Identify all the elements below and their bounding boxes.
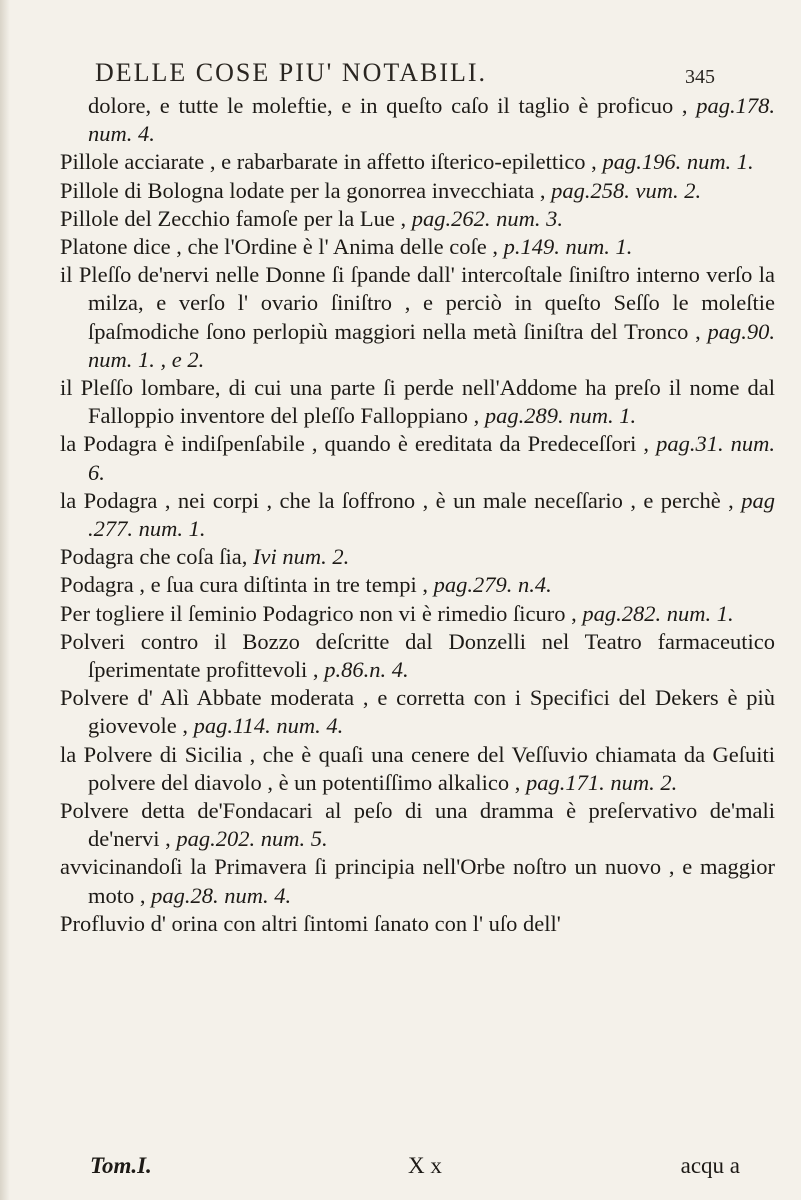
entry-text: il Pleſſo lombare, di cui una parte ſi perde nell'Addome ha preſo il nome dal Falloppio inventore del pleſſo Falloppiano , (60, 375, 775, 429)
page-footer (90, 1153, 740, 1187)
index-entry (88, 92, 775, 148)
entry-page-reference: pag.196. num. 1. (602, 149, 754, 175)
index-entry (60, 205, 775, 233)
index-entry (60, 910, 775, 938)
entry-text: la Podagra è indiſpenſabile , quando è ereditata da Predeceſſori , (60, 431, 650, 457)
entry-page-reference: pag.282. num. 1. (582, 600, 734, 626)
entry-text: Pillole del Zecchio famoſe per la Lue , (60, 205, 407, 231)
entry-text: Per togliere il ſeminio Podagrico non vi è rimedio ſicuro , (60, 600, 577, 626)
entry-page-reference: pag.31. num. 6. (88, 431, 776, 485)
entry-text: la Polvere di Sicilia , che è quaſi una cenere del Veſſuvio chiamata da Geſuiti polvere del diavolo , è un potentiſſimo alkalico , (60, 741, 775, 795)
entry-text: Podagra , e ſua cura diſtinta in tre tempi , (60, 572, 429, 598)
page-number: 345 (685, 66, 715, 88)
index-entry (60, 374, 775, 430)
entry-page-reference: pag.114. num. 4. (193, 713, 344, 739)
entry-page-reference: pag.171. num. 2. (526, 769, 678, 795)
entry-text: Pillole acciarate , e rabarbarate in affetto iſterico-epilettico , (60, 149, 597, 175)
entry-text: Polvere d' Alì Abbate moderata , e corretta con i Specifici del Dekers è più giovevole , (60, 685, 775, 739)
entry-page-reference: pag.258. vum. 2. (551, 177, 702, 203)
index-entries (60, 92, 775, 938)
entry-text: Pillole di Bologna lodate per la gonorrea invecchiata , (60, 177, 546, 203)
index-entry (60, 741, 775, 797)
index-entry (60, 430, 775, 486)
entry-text: Platone dice , che l'Ordine è l' Anima delle coſe , (60, 234, 498, 260)
entry-page-reference: p.149. num. 1. (503, 234, 633, 260)
entry-text: Polveri contro il Bozzo deſcritte dal Donzelli nel Teatro farmaceutico ſperimentate profittevoli , (60, 628, 775, 683)
volume-signature: Tom.I. (90, 1153, 152, 1178)
entry-page-reference: pag .277. num. 1. (88, 487, 775, 542)
entry-page-reference: pag.28. num. 4. (151, 882, 292, 908)
entry-page-reference: pag.279. n.4. (433, 572, 552, 598)
quire-signature: X x (408, 1153, 442, 1178)
entry-text: Profluvio d' orina con altri ſintomi ſanato con l' uſo dell' (60, 910, 561, 936)
index-entry (60, 628, 775, 684)
catchword: acqu a (680, 1153, 740, 1178)
index-entry (60, 233, 775, 261)
entry-text: Podagra che coſa ſia, (60, 544, 248, 570)
entry-page-reference: pag.289. num. 1. (484, 403, 637, 429)
entry-text: il Pleſſo de'nervi nelle Donne ſi ſpande dall' intercoſtale ſiniſtro interno verſo la milza, e verſo l' ovario ſiniſtro , e perciò in queſto Seſſo le moleſtie ſpaſmodiche ſono perlopiù maggiori nella metà ſiniſtra del Tronco , (60, 262, 775, 344)
page-header (95, 58, 715, 94)
index-entry (60, 177, 775, 205)
index-entry (60, 600, 775, 628)
index-entry (60, 261, 775, 374)
running-head: DELLE COSE PIU' NOTABILI. (95, 58, 488, 87)
entry-text: la Podagra , nei corpi , che la ſoffrono , è un male neceſſario , e perchè , (60, 487, 734, 513)
entry-text: avvicinandoſi la Primavera ſi principia nell'Orbe noſtro un nuovo , e maggior moto , (60, 854, 775, 908)
entry-page-reference: pag.90. num. 1. , e 2. (88, 318, 775, 372)
index-entry (60, 487, 775, 543)
index-entry (60, 543, 775, 571)
index-entry (60, 684, 775, 740)
entry-page-reference: pag.178. num. 4. (88, 93, 775, 147)
index-entry (60, 797, 775, 853)
entry-text: dolore, e tutte le moleftie, e in queſto caſo il taglio è proficuo , (88, 93, 688, 118)
entry-text: Polvere detta de'Fondacari al peſo di una dramma è preſervativo de'mali de'nervi , (60, 798, 775, 852)
entry-page-reference: p.86.n. 4. (324, 657, 409, 683)
entry-page-reference: pag.262. num. 3. (411, 205, 563, 231)
index-entry (60, 571, 775, 599)
index-entry (60, 148, 775, 176)
index-entry (60, 853, 775, 909)
entry-page-reference: Ivi num. 2. (253, 544, 350, 570)
entry-page-reference: pag.202. num. 5. (176, 826, 328, 852)
